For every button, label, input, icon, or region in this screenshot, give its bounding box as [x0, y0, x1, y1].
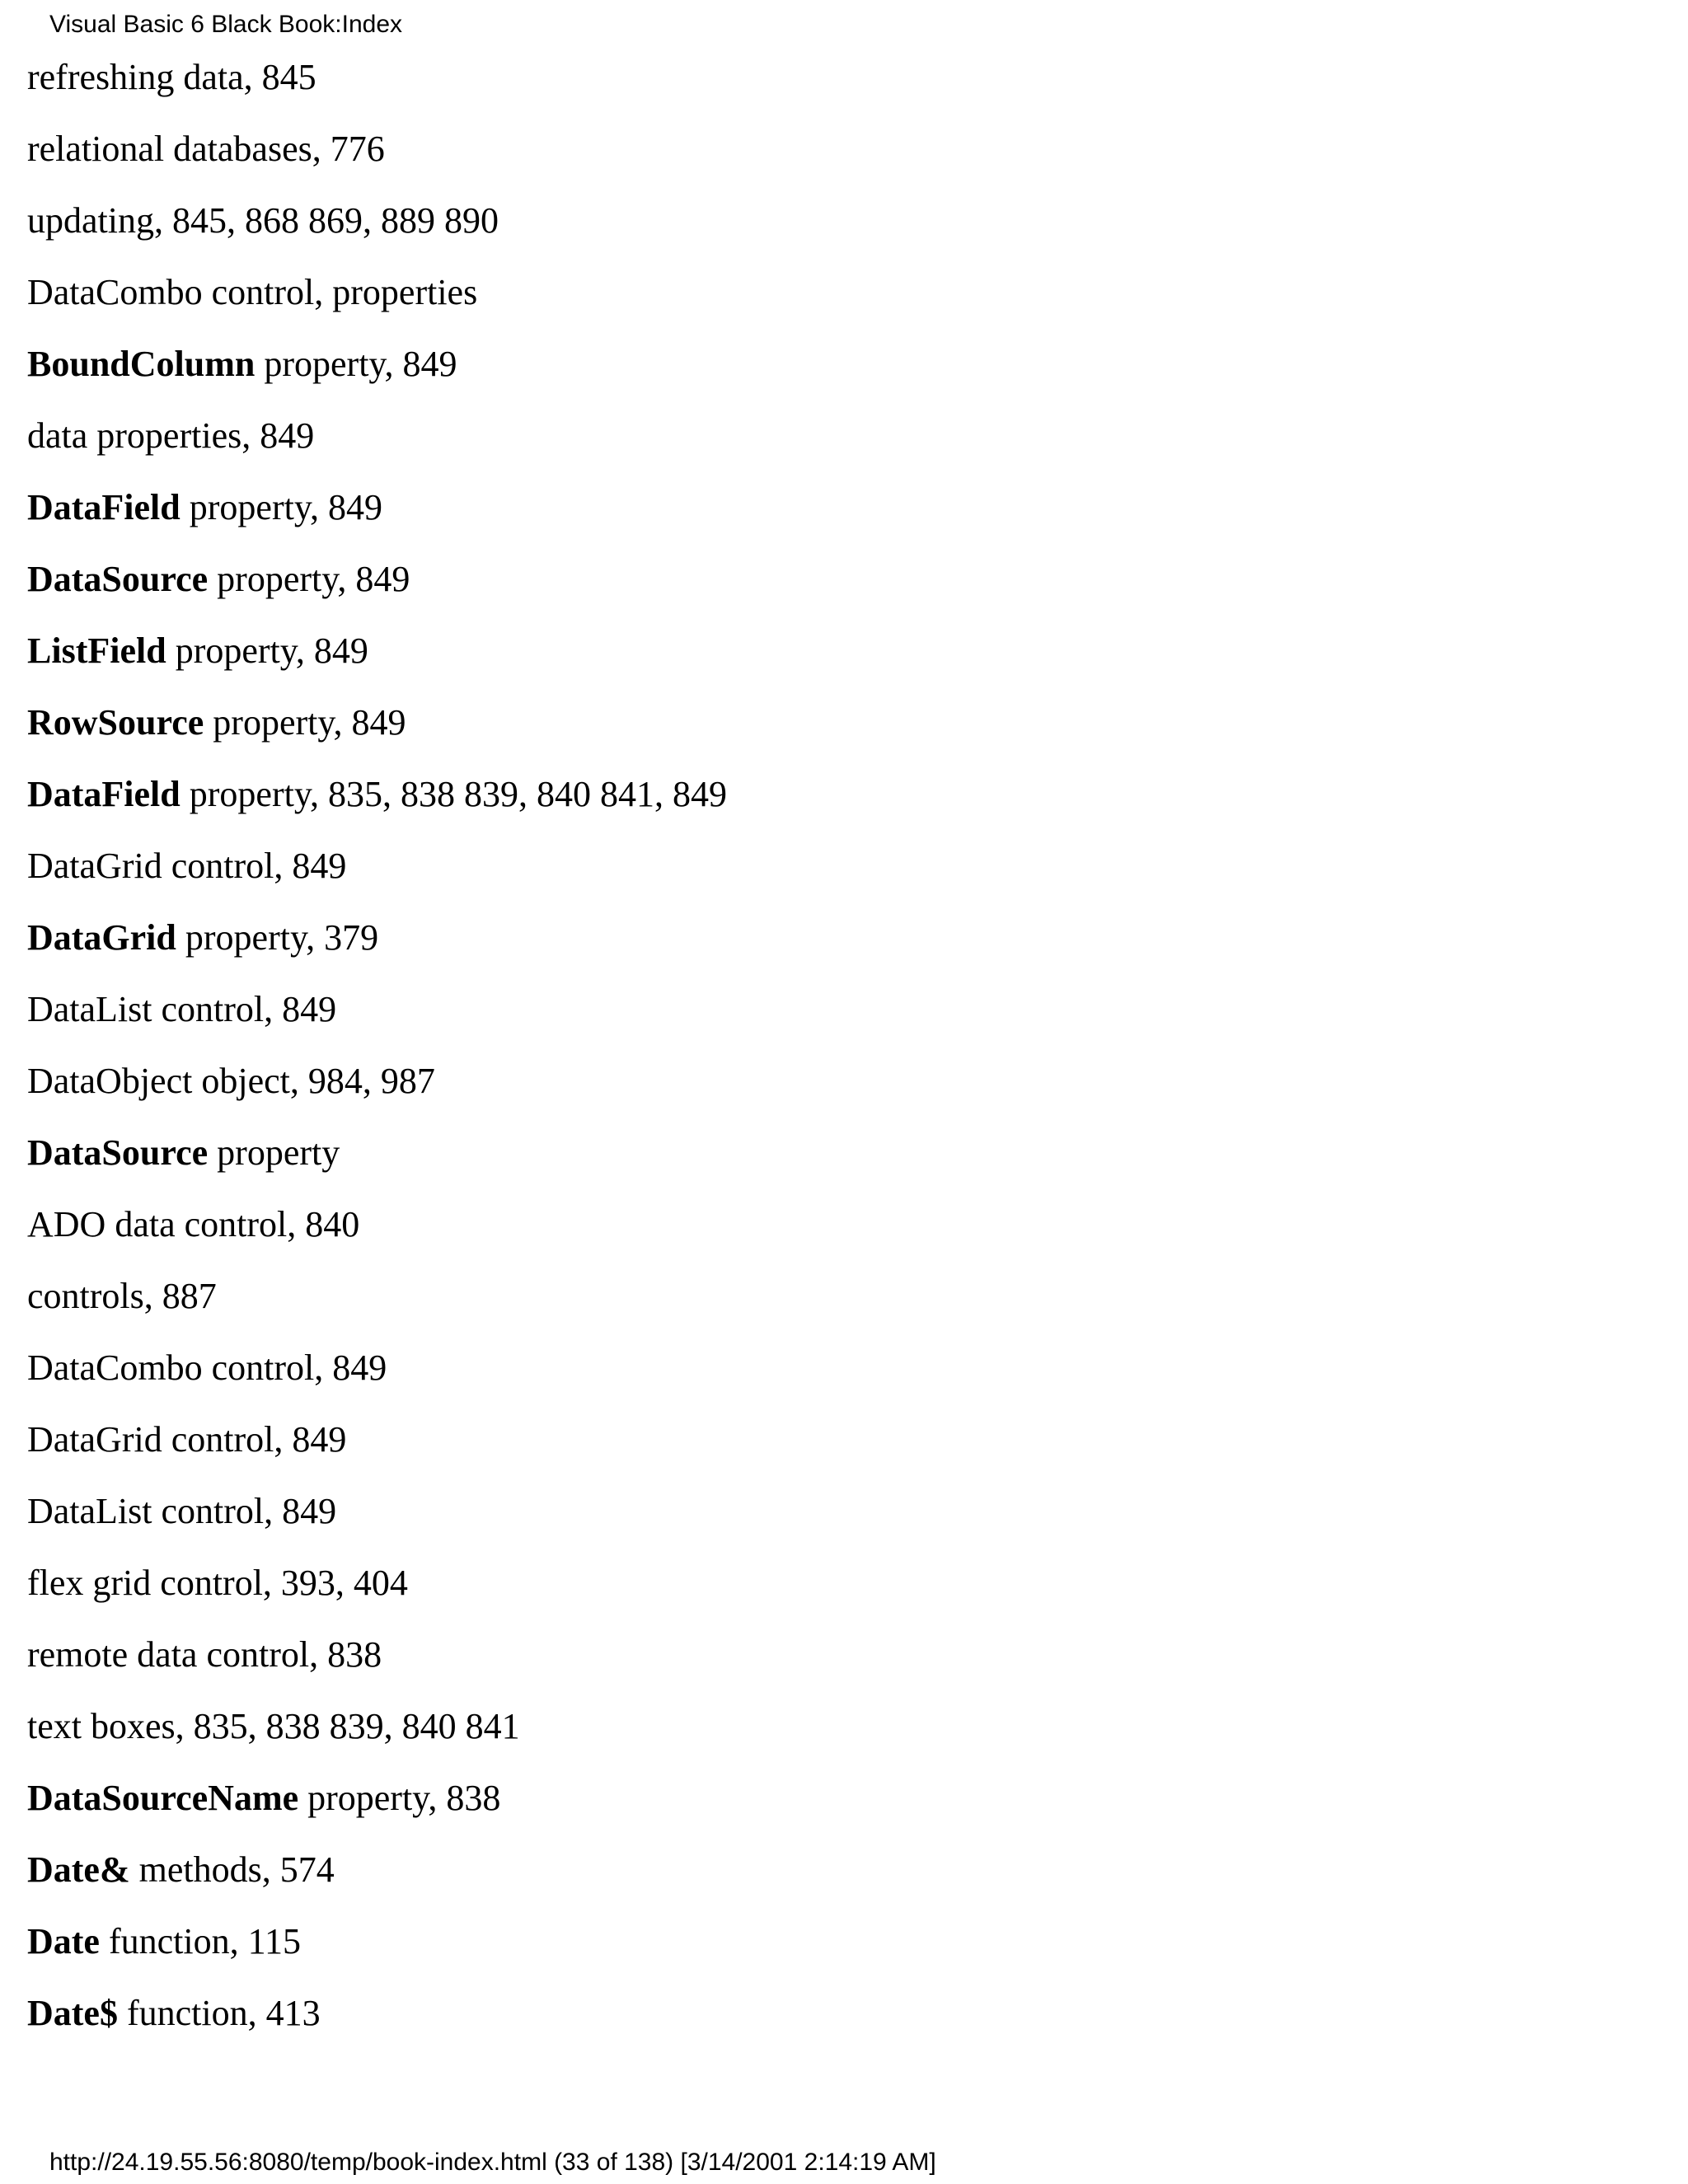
index-entry-keyword: Date	[27, 1921, 100, 1961]
index-entry-text: updating, 845, 868 869, 889 890	[27, 200, 499, 241]
index-entry-text: DataGrid control, 849	[27, 846, 347, 886]
index-entry	[27, 1772, 727, 1844]
index-entry-keyword: DataSource	[27, 559, 209, 599]
index-entry	[27, 1629, 727, 1700]
index-entry-text: controls, 887	[27, 1276, 217, 1316]
index-entry	[27, 912, 727, 983]
index-entry	[27, 1844, 727, 1915]
index-entry-text: function, 115	[99, 1921, 301, 1961]
index-entry-keyword: DataSource	[27, 1132, 209, 1173]
index-entry	[27, 194, 727, 266]
index-entry-text: property, 379	[176, 917, 379, 958]
index-entry	[27, 625, 727, 696]
index-entry	[27, 1987, 727, 2059]
index-entry	[27, 266, 727, 338]
index-entry-text: property, 838	[298, 1778, 501, 1818]
index-entry-text: DataCombo control, 849	[27, 1347, 387, 1388]
index-entry-keyword: DataGrid	[27, 917, 176, 958]
index-entry-text: function, 413	[117, 1993, 321, 2033]
index-entry-keyword: ListField	[27, 630, 166, 671]
index-entry-text: property, 849	[166, 630, 368, 671]
index-entry-keyword: Date$	[27, 1993, 118, 2033]
index-entry-text: property, 835, 838 839, 840 841, 849	[180, 774, 727, 814]
index-entry-keyword: DataSourceName	[27, 1778, 299, 1818]
index-entry	[27, 1413, 727, 1485]
index-entry	[27, 768, 727, 840]
index-entry-text: property, 849	[208, 559, 410, 599]
index-entry	[27, 123, 727, 194]
index-entry-text: property, 849	[204, 702, 406, 743]
index-entry	[27, 338, 727, 410]
index-entry	[27, 1342, 727, 1413]
index-entry-text: DataObject object, 984, 987	[27, 1061, 435, 1101]
index-entry-text: DataGrid control, 849	[27, 1419, 347, 1460]
index-entry-text: ADO data control, 840	[27, 1204, 360, 1244]
index-entry	[27, 696, 727, 768]
index-entry-text: relational databases, 776	[27, 129, 385, 169]
index-entry-text: DataCombo control, properties	[27, 272, 478, 312]
index-entry	[27, 1127, 727, 1198]
index-entry-text: flex grid control, 393, 404	[27, 1563, 408, 1603]
index-entry-keyword: RowSource	[27, 702, 204, 743]
index-entry	[27, 983, 727, 1055]
index-entry-keyword: BoundColumn	[27, 344, 256, 384]
index-entry	[27, 481, 727, 553]
index-entry	[27, 840, 727, 912]
index-entry	[27, 1485, 727, 1557]
index-entry	[27, 1700, 727, 1772]
index-entry-text: text boxes, 835, 838 839, 840 841	[27, 1706, 520, 1746]
index-entry	[27, 410, 727, 481]
index-entry-text: property, 849	[180, 487, 382, 527]
index-entry	[27, 553, 727, 625]
index-entry	[27, 1055, 727, 1127]
index-entry	[27, 1557, 727, 1629]
index-entry-text: methods, 574	[129, 1849, 335, 1890]
index-entry	[27, 1915, 727, 1987]
page-header-title: Visual Basic 6 Black Book:Index	[49, 11, 403, 38]
index-entry	[27, 51, 727, 123]
index-entry-text: data properties, 849	[27, 415, 315, 456]
index-entry	[27, 1198, 727, 1270]
index-entry-keyword: Date&	[27, 1849, 130, 1890]
index-entry-text: remote data control, 838	[27, 1634, 382, 1675]
index-entry-text: property	[208, 1132, 340, 1173]
index-list	[27, 51, 727, 2059]
index-entry	[27, 1270, 727, 1342]
page-footer-url: http://24.19.55.56:8080/temp/book-index.html (33 of 138) [3/14/2001 2:14:19 AM]	[49, 2149, 936, 2176]
index-entry-text: DataList control, 849	[27, 989, 337, 1029]
index-entry-keyword: DataField	[27, 487, 181, 527]
index-entry-text: DataList control, 849	[27, 1491, 337, 1531]
index-entry-text: refreshing data, 845	[27, 57, 316, 97]
index-entry-keyword: DataField	[27, 774, 181, 814]
index-entry-text: property, 849	[255, 344, 457, 384]
